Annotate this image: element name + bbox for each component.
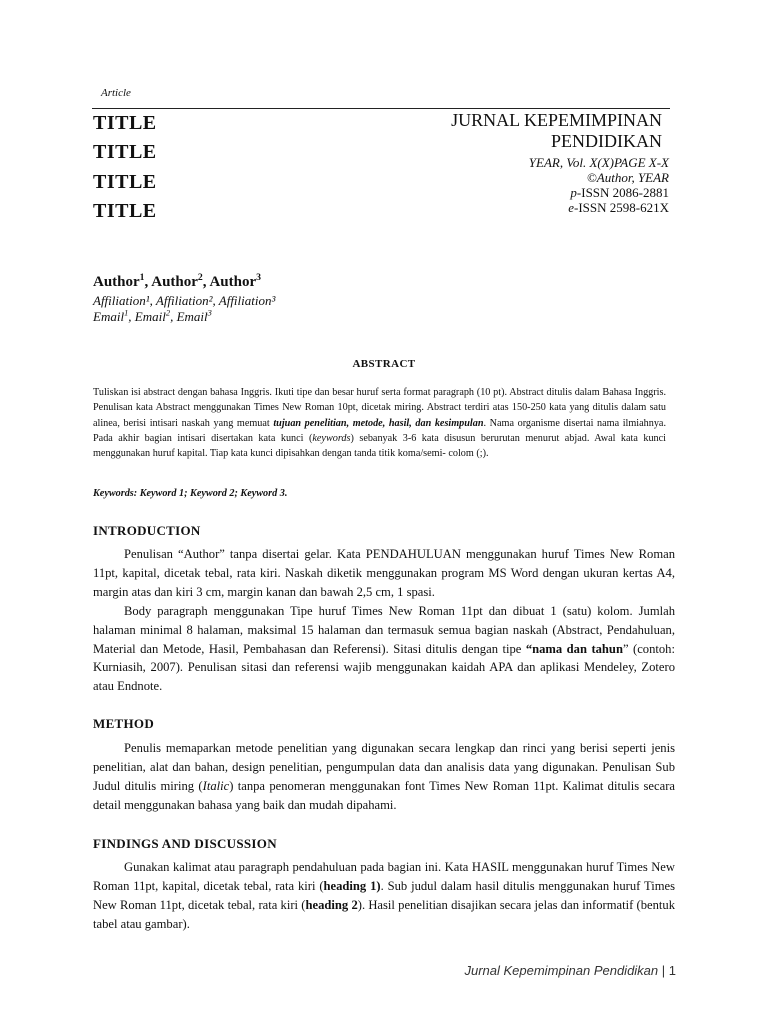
copyright: ©Author, YEAR (586, 170, 669, 185)
abstract-heading: ABSTRACT (352, 358, 416, 370)
article-type-label: Article (101, 87, 131, 99)
section-heading-findings: FINDINGS AND DISCUSSION (93, 836, 277, 851)
journal-name-line-2: PENDIDIKAN (551, 131, 662, 151)
header-divider (92, 108, 670, 109)
paragraph: Penulis memaparkan metode penelitian yang digunakan secara lengkap dan rinci yang berisi seperti jenis penelitian, alat dan bahan, design penelitian, pengumpulan data dan analisis data yang digunakan. Penulisan Sub Judul ditulis miring (Italic) tanpa penomeran menggunakan font Times New Roman 11pt. Kalimat ditulis secara detail menggunakan bahasa yang baik dan mudah dipahami. (93, 741, 675, 812)
email-line: Email$^1$, Email$^2$, Email$^3$ (93, 307, 212, 324)
page-number: 1 (668, 963, 676, 978)
section-heading-method: METHOD (93, 716, 155, 731)
method-body (93, 739, 675, 815)
keywords: Keywords: Keyword 1; Keyword 2; Keyword 3. (93, 488, 288, 499)
title-line-2: TITLE (93, 141, 157, 163)
title-line-3: TITLE (93, 171, 157, 193)
introduction-body (93, 545, 675, 696)
journal-meta (529, 155, 669, 215)
e-issn: e-ISSN 2598-621X (568, 200, 669, 215)
section-heading-introduction: INTRODUCTION (93, 523, 201, 538)
affiliations (93, 293, 275, 325)
author-list: Author$^1$, Author$^2$, Author$^3$ (93, 272, 262, 290)
affiliation-line: Affiliation¹, Affiliation², Affiliation³ (93, 293, 276, 308)
page-footer: Jurnal Kepemimpinan Pendidikan | 1 (464, 963, 676, 978)
paragraph: Gunakan kalimat atau paragraph pendahuluan pada bagian ini. Kata HASIL menggunakan huruf Times New Roman 11pt, kapital, dicetak tebal, rata kiri (heading 1). Sub judul dalam hasil ditulis menggunakan huruf Times New Roman 11pt, dicetak tebal, rata kiri (heading 2). Hasil penelitian disajikan secara jelas dan informatif (bentuk tabel atau gambar). (93, 860, 676, 931)
findings-body (93, 858, 675, 934)
title-line-1: TITLE (93, 112, 157, 134)
title-line-4: TITLE (93, 200, 157, 222)
author-name: Author (93, 274, 140, 290)
abstract-body: Tuliskan isi abstract dengan bahasa Inggris. Ikuti tipe dan besar huruf serta format paragraph (10 pt). Abstract ditulis dalam Bahasa Inggris. Penulisan kata Abstract menggunakan Times New Roman 10pt, dicetak miring. Abstract terdiri atas 150-250 kata yang ditulis dalam satu alinea, berisi intisari naskah yang memuat tujuan penelitian, metode, hasil, dan kesimpulan. Nama organisme disertai nama ilmiahnya. Pada akhir bagian intisari disertakan kata kunci (keywords) sebanyak 3-6 kata disusun berurutan menurut abjad. Awal kata kunci menggunakan huruf kapital. Tiap kata kunci dipisahkan dengan tanda titik koma/semi- colom (;). (93, 387, 667, 460)
year-volume: YEAR, Vol. X(X)PAGE X-X (528, 155, 669, 170)
journal-name-line-1: JURNAL KEPEMIMPINAN (451, 110, 662, 130)
paragraph: Penulisan “Author” tanpa disertai gelar. Kata PENDAHULUAN menggunakan huruf Times New Roman 11pt, kapital, dicetak tebal, rata kiri. Naskah diketik menggunakan program MS Word dengan ukuran kertas A4, margin atas dan kiri 3 cm, margin kanan dan bawah 2,5 cm, 1 spasi. (93, 547, 675, 599)
p-issn: p-ISSN 2086-2881 (570, 185, 669, 200)
paragraph: Body paragraph menggunakan Tipe huruf Times New Roman 11pt dan dibuat 1 (satu) kolom. Jumlah halaman minimal 8 halaman, maksimal 15 halaman dan termasuk semua bagian naskah (Abstract, Pendahuluan, Material dan Metode, Hasil, Pembahasan dan Referensi). Sitasi ditulis dengan tipe “nama dan tahun” (contoh: Kurniasih, 2007). Penulisan sitasi dan referensi wajib menggunakan kaidah APA dan aplikasi Mendeley, Zotero atau Endnote. (93, 603, 675, 694)
author-name: Author (151, 274, 198, 290)
footer-journal: Jurnal Kepemimpinan Pendidikan (464, 963, 659, 978)
journal-name (451, 110, 662, 152)
author-name: Author (209, 274, 257, 290)
